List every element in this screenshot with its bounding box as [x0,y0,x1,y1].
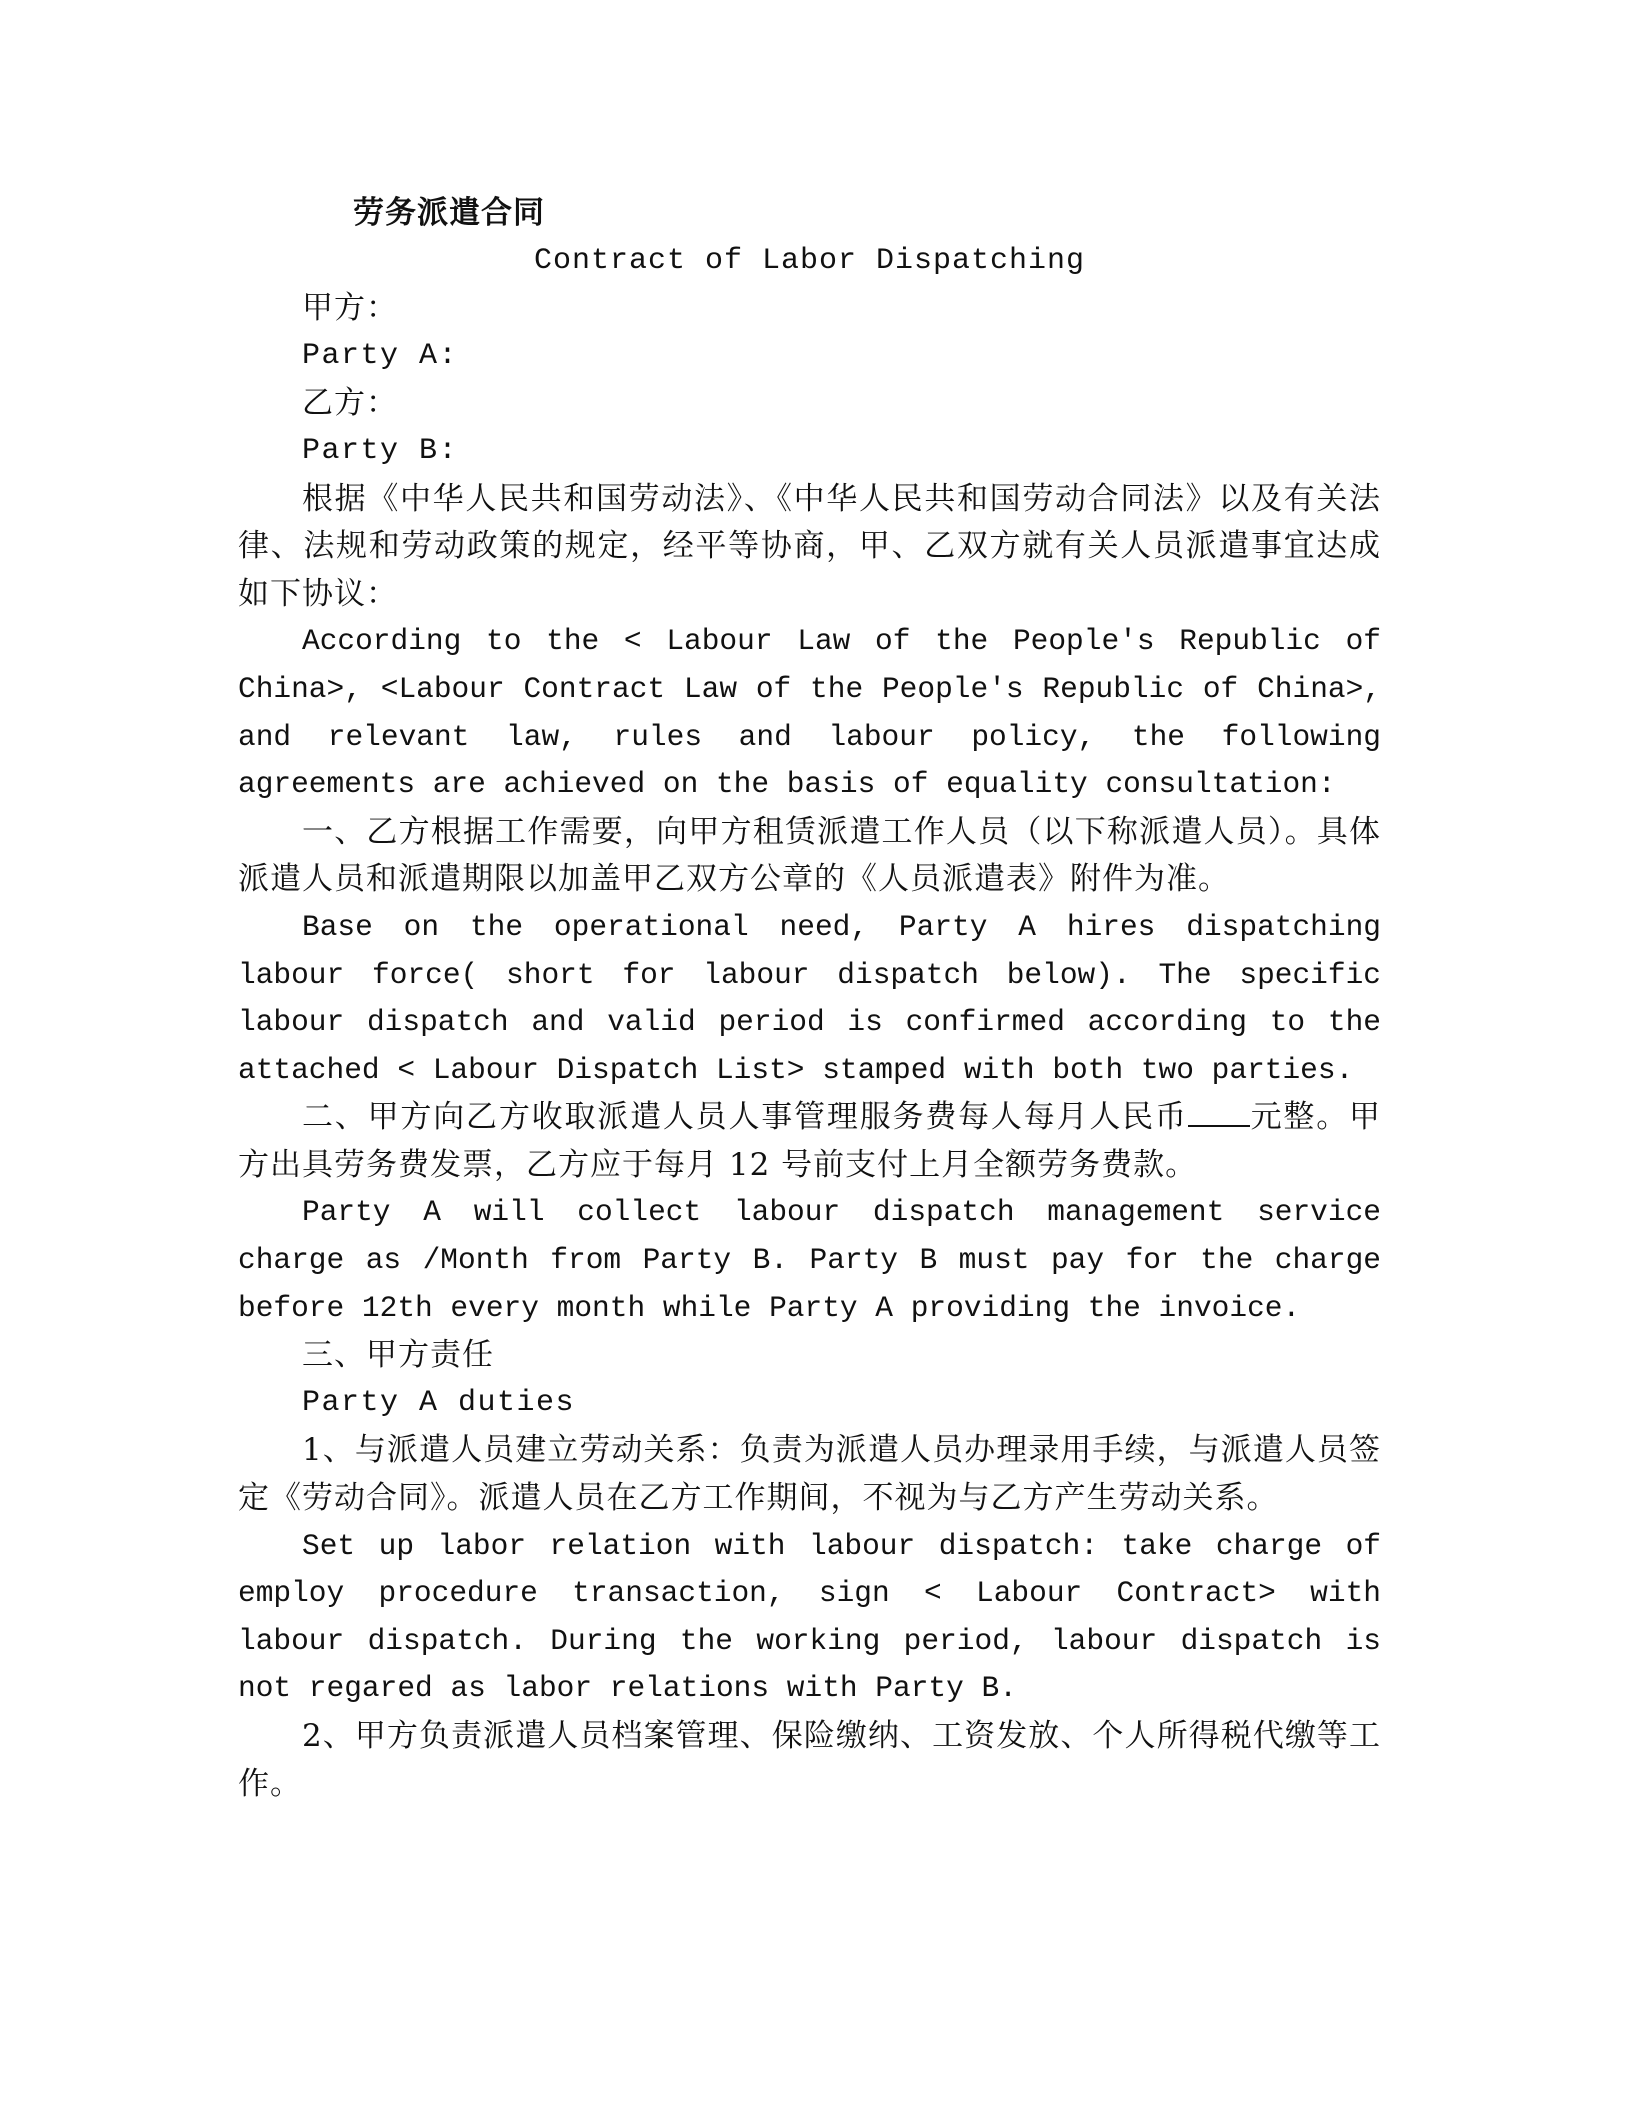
intro-paragraph-english: According to the < Labour Law of the People's Republic of China>, <Labour Contract Law of the People's Republic of China>, and relevant law, rules and labour policy, the following agreements are achieved on the basis of equality consultation: [238,624,1381,802]
item-1-chinese: 1、与派遣人员建立劳动关系：负责为派遣人员办理录用手续，与派遣人员签定《劳动合同》。派遣人员在乙方工作期间，不视为与乙方产生劳动关系。 [238,1432,1381,1517]
item-2-chinese: 2、甲方负责派遣人员档案管理、保险缴纳、工资发放、个人所得税代缴等工作。 [238,1718,1381,1802]
clause-2-chinese-part-1: 二、甲方向乙方收取派遣人员人事管理服务费每人每月人民币 [302,1099,1188,1136]
party-b-label-english: Party B: [302,433,459,468]
fee-amount-blank [1188,1099,1250,1127]
title-english: Contract of Labor Dispatching [533,243,1086,278]
document-body [238,190,1381,1808]
party-a-label-english: Party A: [302,338,459,373]
party-b-label-chinese: 乙方： [302,385,398,422]
clause-2-chinese [238,1094,1381,1189]
clause-2-chinese-part-2: 元整。甲方出具劳务费发票，乙方应于每月 12 号前支付上月全额劳务费款。 [238,1099,1382,1183]
title-chinese: 劳务派遣合同 [353,195,545,231]
clause-2-english: Party A will collect labour dispatch management service charge as /Month from Party B. Party B must pay for the charge before 12th every month while Party A providing the invoice. [238,1195,1381,1325]
clause-3-heading-chinese: 三、甲方责任 [302,1337,494,1374]
intro-paragraph-chinese: 根据《中华人民共和国劳动法》、《中华人民共和国劳动合同法》以及有关法律、法规和劳动政策的规定，经平等协商，甲、乙双方就有关人员派遣事宜达成如下协议： [238,480,1381,612]
clause-3-heading-english: Party A duties [302,1385,576,1420]
party-a-label-chinese: 甲方： [302,290,398,327]
item-1-english: Set up labor relation with labour dispatch: take charge of employ procedure transaction, sign < Labour Contract> with labour dispatch. During the working period, labour dispatch is not regared as labor relations with Party B. [238,1528,1381,1706]
clause-1-english: Base on the operational need, Party A hires dispatching labour force( short for labour dispatch below). The specific labour dispatch and valid period is confirmed according to the attached < Labour Dispatch List> stamped with both two parties. [238,909,1381,1087]
clause-1-chinese: 一、乙方根据工作需要，向甲方租赁派遣工作人员（以下称派遣人员）。具体派遣人员和派遣期限以加盖甲乙双方公章的《人员派遣表》附件为准。 [238,813,1381,898]
